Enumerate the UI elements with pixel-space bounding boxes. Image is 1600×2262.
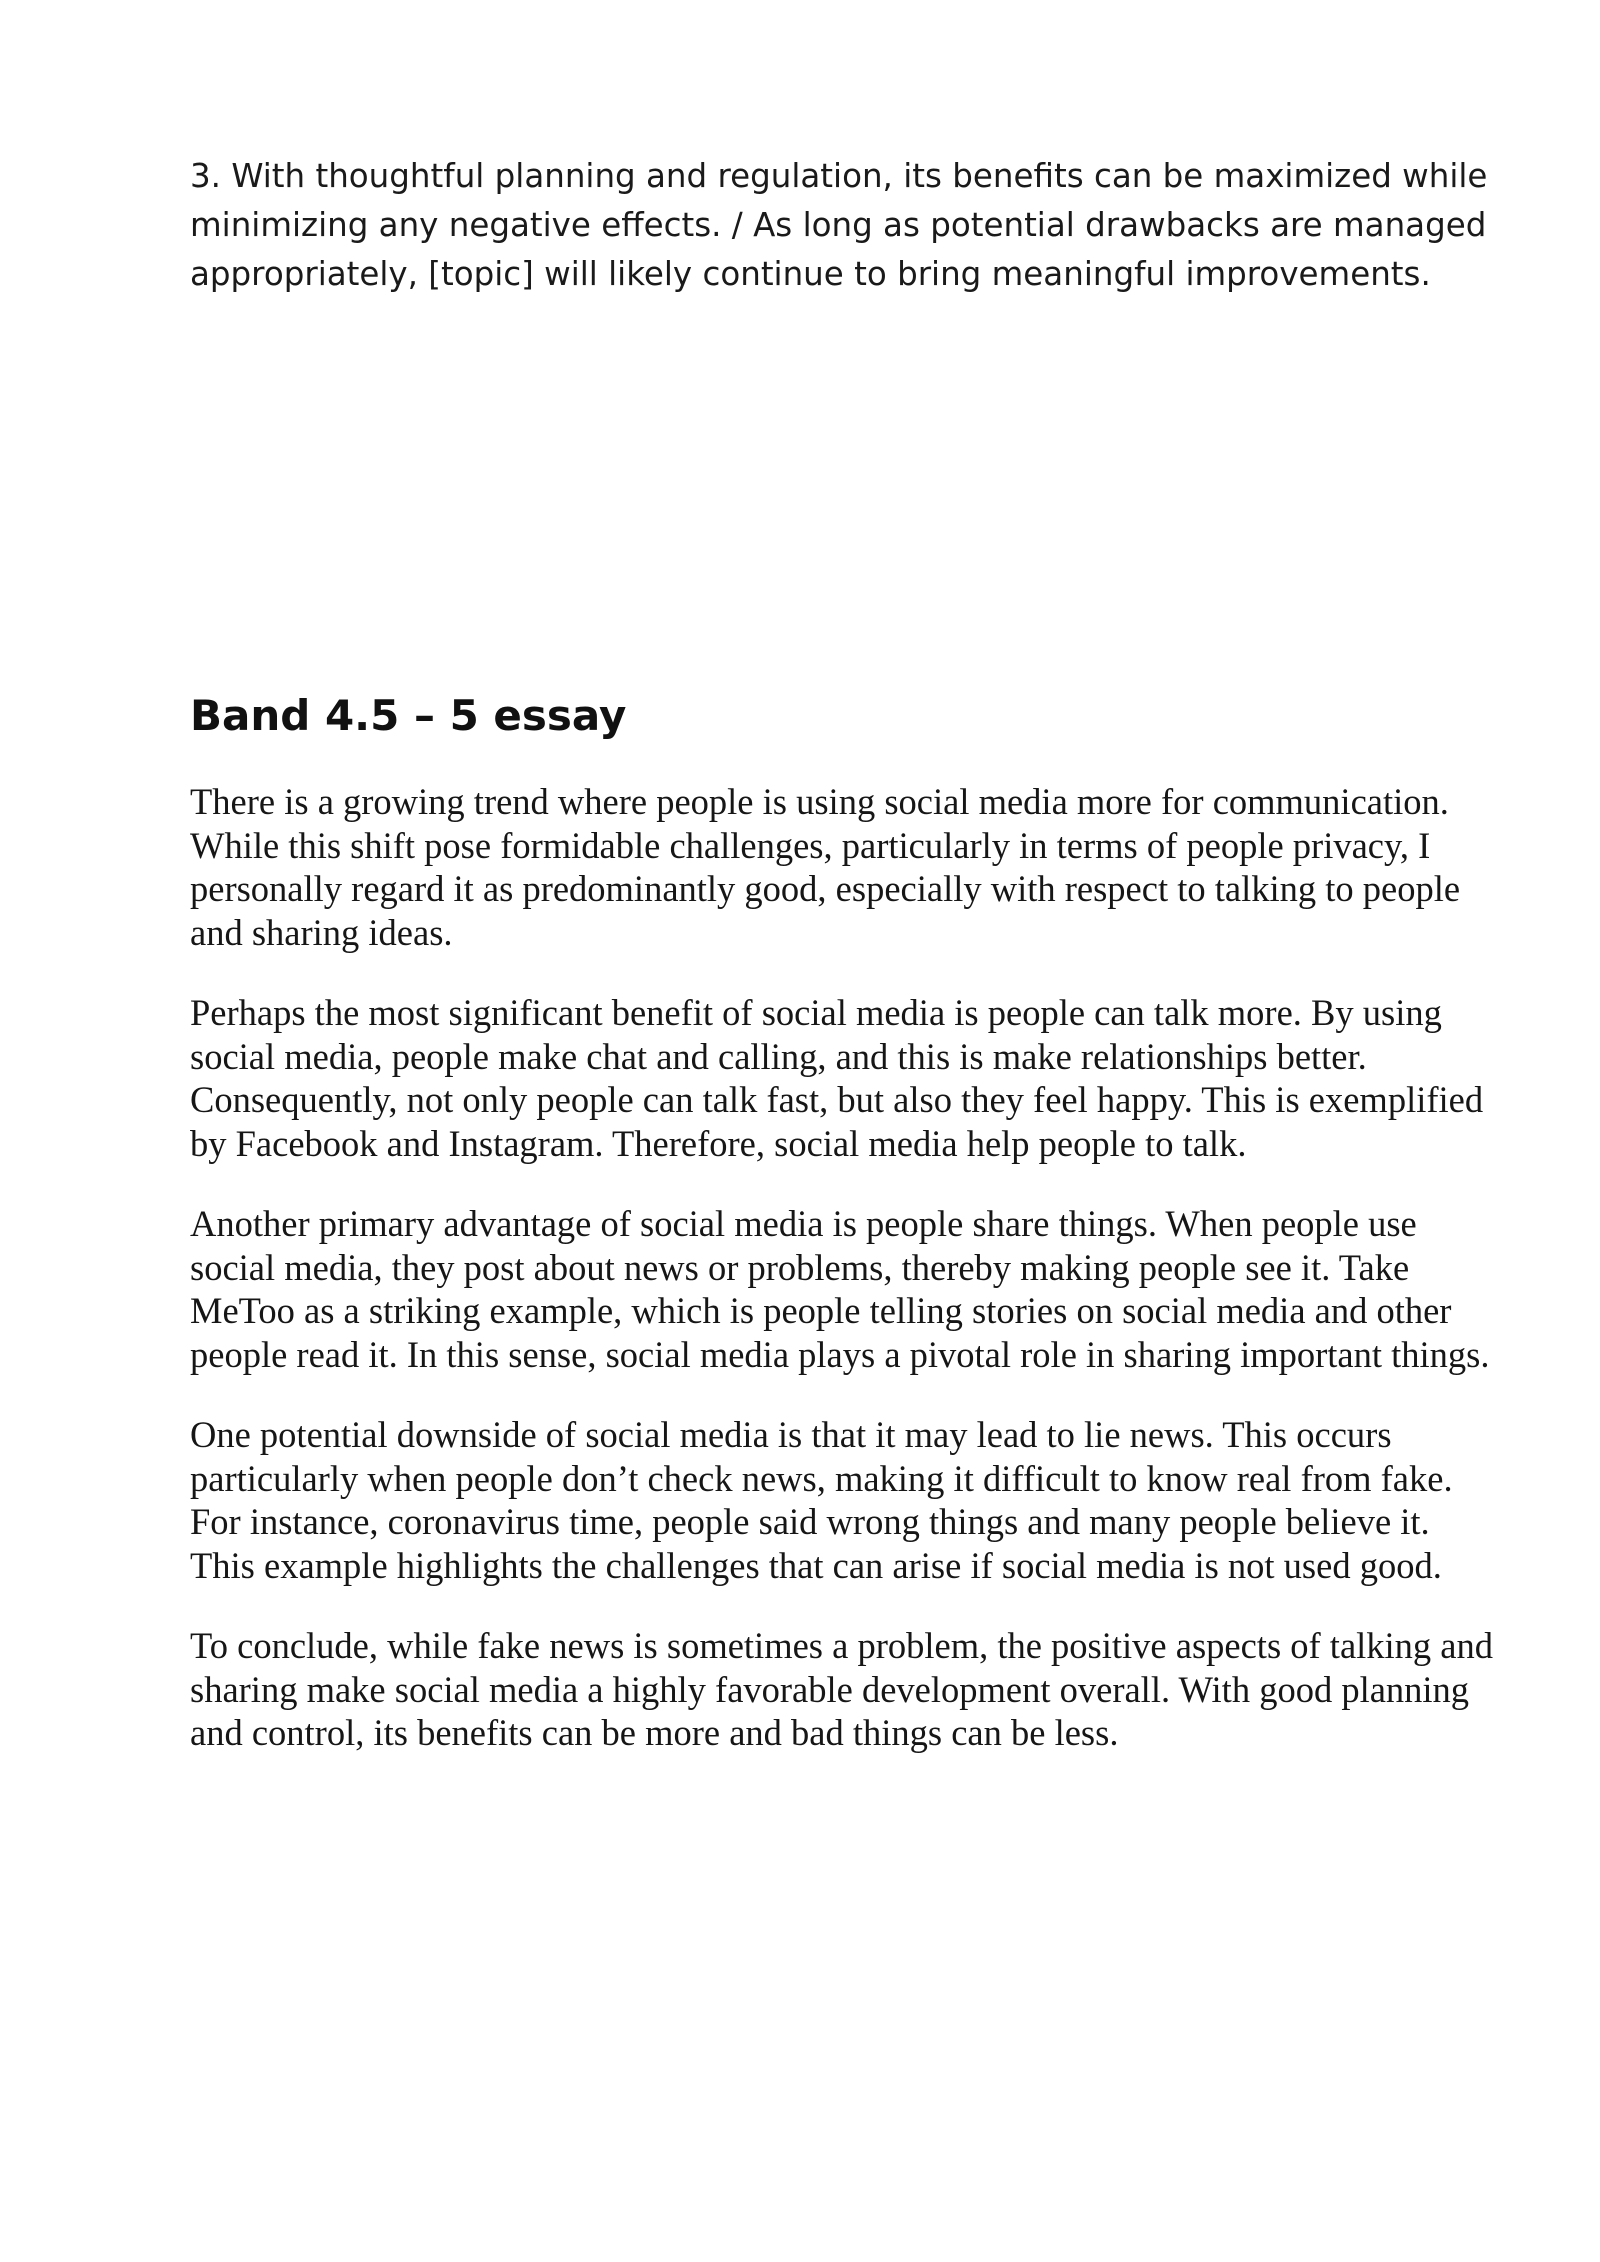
- intro-paragraph: 3. With thoughtful planning and regulation, its benefits can be maximized while minimizing any negative effects. / As long as potential drawbacks are managed appropriately, [topic] will likely continue to bring meaningful improvements.: [190, 157, 1488, 293]
- essay-paragraph-body-3: One potential downside of social media is that it may lead to lie news. This occurs particularly when people don’t check news, making it difficult to know real from fake. For instance, coronavirus time, people said wrong things and many people believe it. This example highlights the challenges that can arise if social media is not used good.: [190, 1414, 1453, 1586]
- essay-paragraph-introduction: There is a growing trend where people is using social media more for communication. While this shift pose formidable challenges, particularly in terms of people privacy, I personally regard it as predominantly good, especially with respect to talking to people and sharing ideas.: [190, 781, 1461, 953]
- essay-paragraph-body-1: Perhaps the most significant benefit of social media is people can talk more. By using social media, people make chat and calling, and this is make relationships better. Consequently, not only people can talk fast, but also they feel happy. This is exemplified by Facebook and Instagram. Therefore, social media help people to talk.: [190, 992, 1484, 1164]
- essay-heading: Band 4.5 – 5 essay: [190, 691, 627, 740]
- essay-body: [190, 780, 1495, 1792]
- essay-paragraph-body-2: Another primary advantage of social media is people share things. When people use social media, they post about news or problems, thereby making people see it. Take MeToo as a striking example, which is people telling stories on social media and other people read it. In this sense, social media plays a pivotal role in sharing important things.: [190, 1203, 1490, 1375]
- essay-paragraph-conclusion: To conclude, while fake news is sometimes a problem, the positive aspects of talking and sharing make social media a highly favorable development overall. With good planning and control, its benefits can be more and bad things can be less.: [190, 1625, 1494, 1753]
